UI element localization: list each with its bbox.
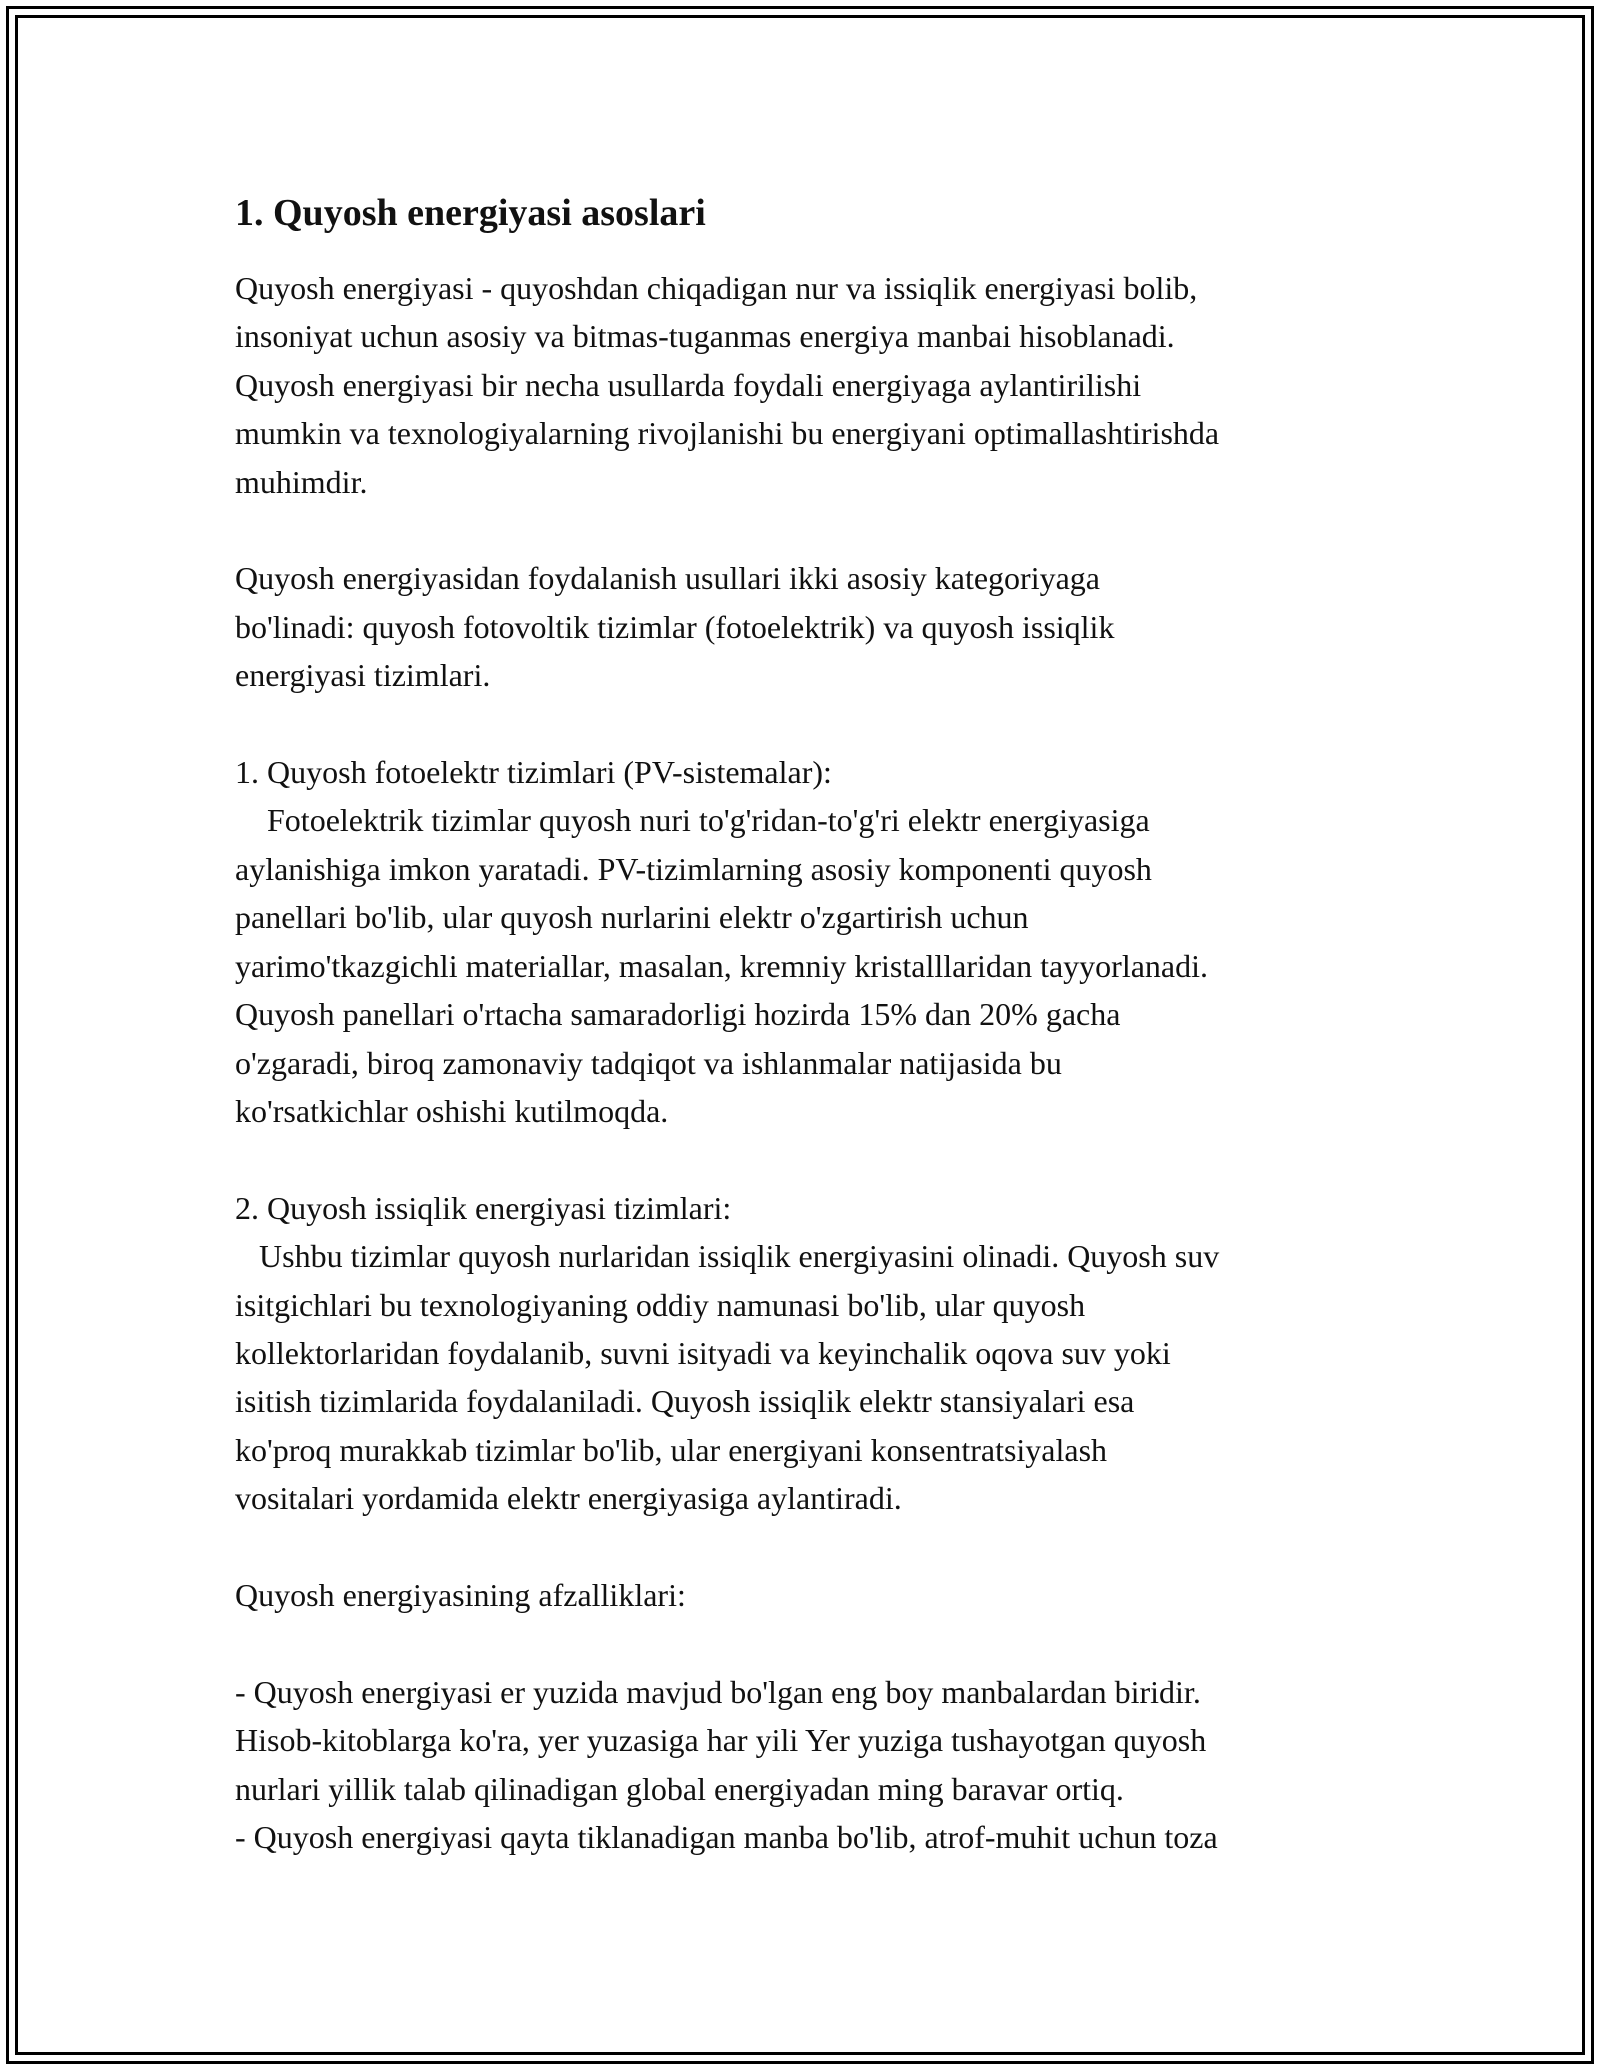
document-page <box>235 186 1385 1861</box>
document-body: Quyosh energiyasi - quyoshdan chiqadigan nur va issiqlik energiyasi bolib, insoniyat uchun asosiy va bitmas-tuganmas energiya manbai hisoblanadi. Quyosh energiyasi bir necha usullarda foydali energiyaga aylantirilishi mumkin va texnologiyalarning rivojlanishi bu energiyani optimallashtirishda muhimdir. Quyosh energiyasidan foydalanish usullari ikki asosiy kategoriyaga bo'linadi: quyosh fotovoltik tizimlar (fotoelektrik) va quyosh issiqlik energiyasi tizimlari. 1. Quyosh fotoelektr tizimlari (PV-sistemalar): Fotoelektrik tizimlar quyosh nuri to'g'ridan-to'g'ri elektr energiyasiga aylanishiga imkon yaratadi. PV-tizimlarning asosiy komponenti quyosh panellari bo'lib, ular quyosh nurlarini elektr o'zgartirish uchun yarimo'tkazgichli materiallar, masalan, kremniy kristalllaridan tayyorlanadi. Quyosh panellari o'rtacha samaradorligi hozirda 15% dan 20% gacha o'zgaradi, biroq zamonaviy tadqiqot va ishlanmalar natijasida bu ko'rsatkichlar oshishi kutilmoqda. 2. Quyosh issiqlik energiyasi tizimlari: Ushbu tizimlar quyosh nurlaridan issiqlik energiyasini olinadi. Quyosh suv isitgichlari bu texnologiyaning oddiy namunasi bo'lib, ular quyosh kollektorlaridan foydalanib, suvni isityadi va keyinchalik oqova suv yoki isitish tizimlarida foydalaniladi. Quyosh issiqlik elektr stansiyalari esa ko'proq murakkab tizimlar bo'lib, ular energiyani konsentratsiyalash vositalari yordamida elektr energiyasiga aylantiradi. Quyosh energiyasining afzalliklari: - Quyosh energiyasi er yuzida mavjud bo'lgan eng boy manbalardan biridir. Hisob-kitoblarga ko'ra, yer yuzasiga har yili Yer yuziga tushayotgan quyosh nurlari yillik talab qilinadigan global energiyadan ming baravar ortiq. - Quyosh energiyasi qayta tiklanadigan manba bo'lib, atrof-muhit uchun toza <box>235 270 1220 1855</box>
document-title: 1. Quyosh energiyasi asoslari <box>235 192 706 234</box>
